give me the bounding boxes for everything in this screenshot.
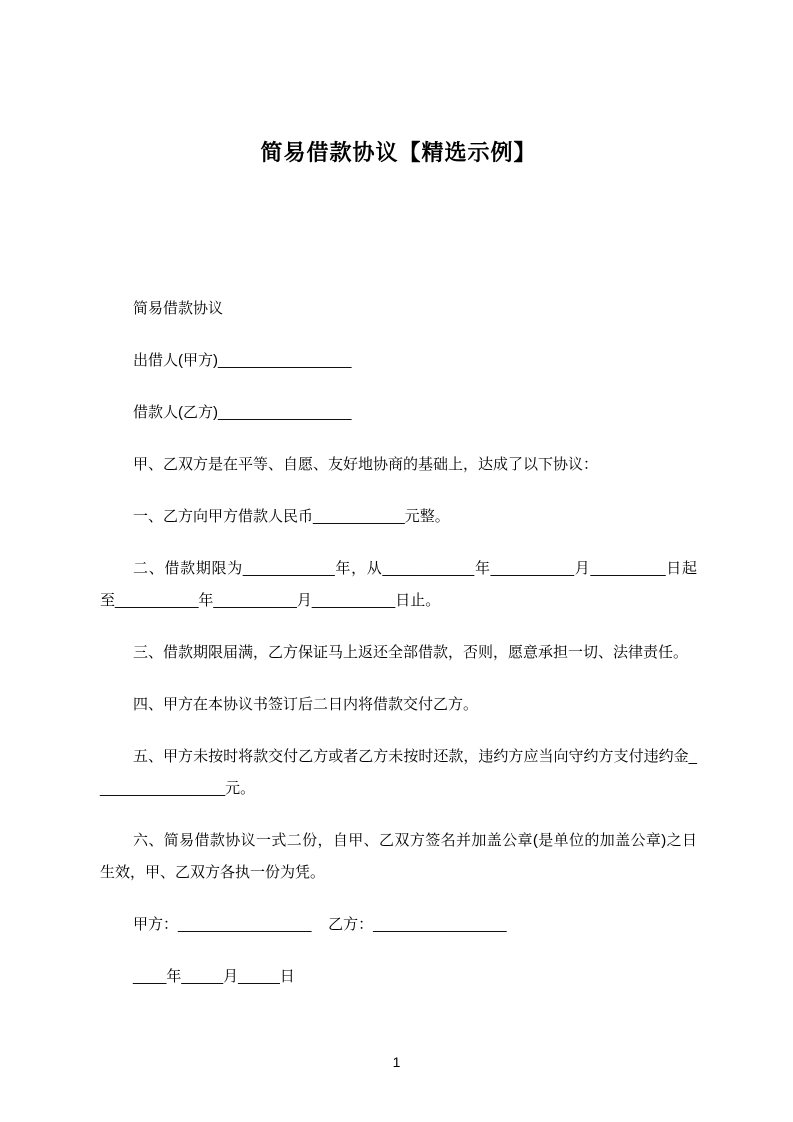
document-title: 简易借款协议【精选示例】 (260, 140, 537, 165)
clause-2: 二、借款期限为___________年，从___________年__________月_________日起至__________年__________月__________日止。 (100, 560, 697, 610)
clause-3: 三、借款期限届满，乙方保证马上返还全部借款，否则，愿意承担一切、法律责任。 (133, 644, 689, 662)
clause-5: 五、甲方未按时将款交付乙方或者乙方未按时还款，违约方应当向守约方支付违约金________________元。 (100, 748, 697, 798)
page-number: 1 (392, 1054, 401, 1070)
preamble-paragraph: 甲、乙双方是在平等、自愿、友好地协商的基础上，达成了以下协议： (133, 456, 599, 474)
clause-1: 一、乙方向甲方借款人民币___________元整。 (133, 508, 450, 526)
borrower-line: 借款人(乙方)________________ (133, 404, 352, 422)
document-body (100, 293, 697, 993)
lender-line: 出借人(甲方)________________ (133, 352, 352, 370)
clause-4: 四、甲方在本协议书签订后二日内将借款交付乙方。 (133, 696, 479, 714)
signature-line: 甲方：________________ 乙方：________________ (133, 916, 507, 934)
agreement-heading: 简易借款协议 (133, 300, 224, 318)
clause-6: 六、简易借款协议一式二份，自甲、乙双方签名并加盖公章(是单位的加盖公章)之日生效，甲、乙双方各执一份为凭。 (100, 832, 697, 882)
date-line: ____年_____月_____日 (133, 968, 295, 986)
